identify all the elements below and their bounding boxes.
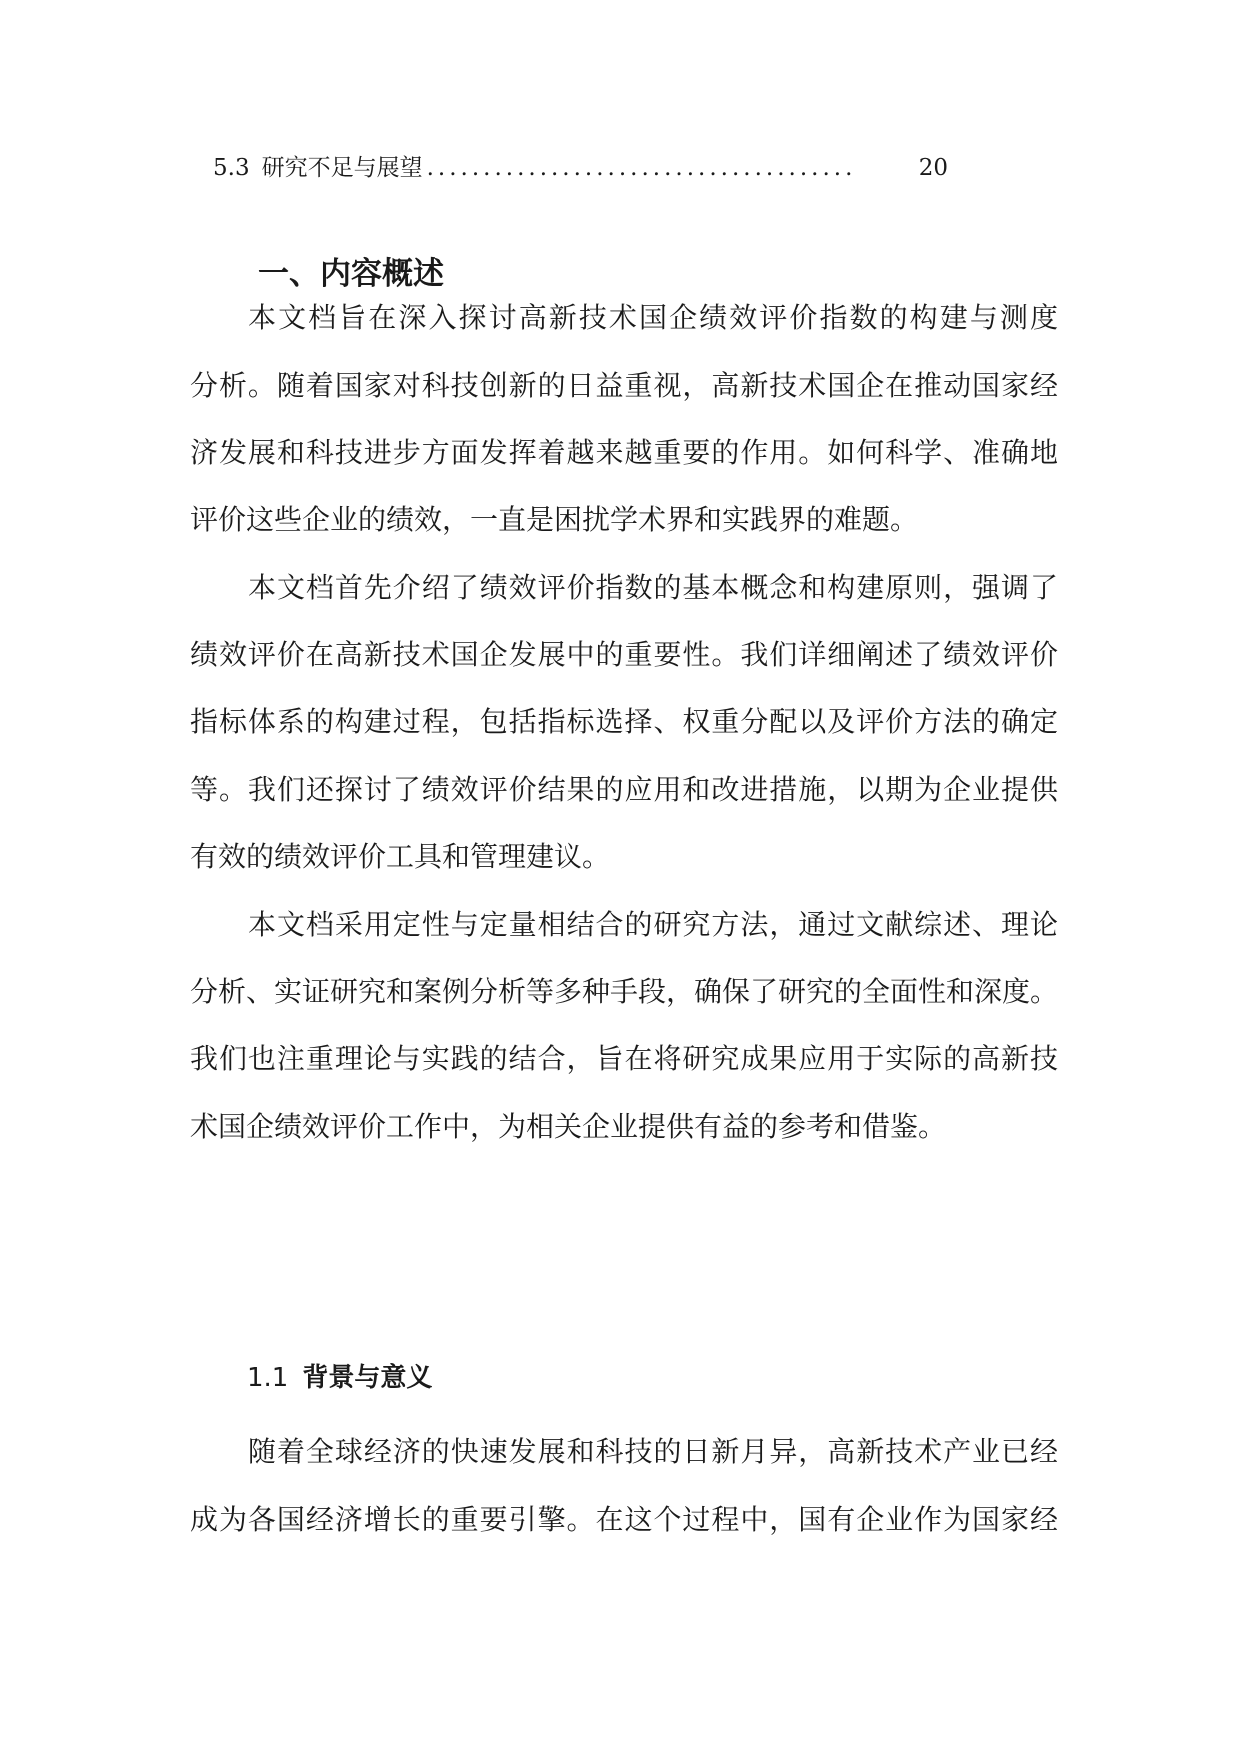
paragraph-line: 分析、实证研究和案例分析等多种手段，确保了研究的全面性和深度。 xyxy=(190,975,1059,1008)
paragraph-line: 济发展和科技进步方面发挥着越来越重要的作用。如何科学、准确地 xyxy=(190,436,1058,469)
paragraph-line: 随着全球经济的快速发展和科技的日新月异，高新技术产业已经 xyxy=(248,1435,1058,1468)
paragraph-line: 本文档采用定性与定量相结合的研究方法，通过文献综述、理论 xyxy=(248,908,1058,941)
paragraph-line: 有效的绩效评价工具和管理建议。 xyxy=(190,840,611,873)
paragraph-line: 等。我们还探讨了绩效评价结果的应用和改进措施，以期为企业提供 xyxy=(190,773,1058,806)
paragraph-line: 成为各国经济增长的重要引擎。在这个过程中，国有企业作为国家经 xyxy=(190,1503,1058,1536)
toc-title: 研究不足与展望 xyxy=(261,155,423,181)
paragraph-line: 分析。随着国家对科技创新的日益重视，高新技术国企在推动国家经 xyxy=(190,369,1058,402)
paragraph-line: 评价这些企业的绩效，一直是困扰学术界和实践界的难题。 xyxy=(190,503,919,536)
paragraph-line: 指标体系的构建过程，包括指标选择、权重分配以及评价方法的确定 xyxy=(190,705,1058,738)
paragraph-line: 术国企绩效评价工作中，为相关企业提供有益的参考和借鉴。 xyxy=(190,1110,947,1143)
toc-entry[interactable] xyxy=(213,152,948,184)
toc-leader-dots: ...................................... xyxy=(426,155,857,181)
paragraph-line: 绩效评价在高新技术国企发展中的重要性。我们详细阐述了绩效评价 xyxy=(190,638,1058,671)
section-heading: 一、内容概述 xyxy=(258,256,444,292)
subsection-number: 1.1 xyxy=(247,1363,289,1393)
paragraph-line: 本文档旨在深入探讨高新技术国企绩效评价指数的构建与测度 xyxy=(248,301,1058,334)
toc-number: 5.3 xyxy=(213,155,250,181)
subsection-heading xyxy=(247,1358,432,1398)
paragraph-line: 本文档首先介绍了绩效评价指数的基本概念和构建原则，强调了 xyxy=(248,571,1058,604)
subsection-title: 背景与意义 xyxy=(302,1363,433,1393)
toc-page-number: 20 xyxy=(918,155,948,181)
paragraph-line: 我们也注重理论与实践的结合，旨在将研究成果应用于实际的高新技 xyxy=(190,1042,1058,1075)
